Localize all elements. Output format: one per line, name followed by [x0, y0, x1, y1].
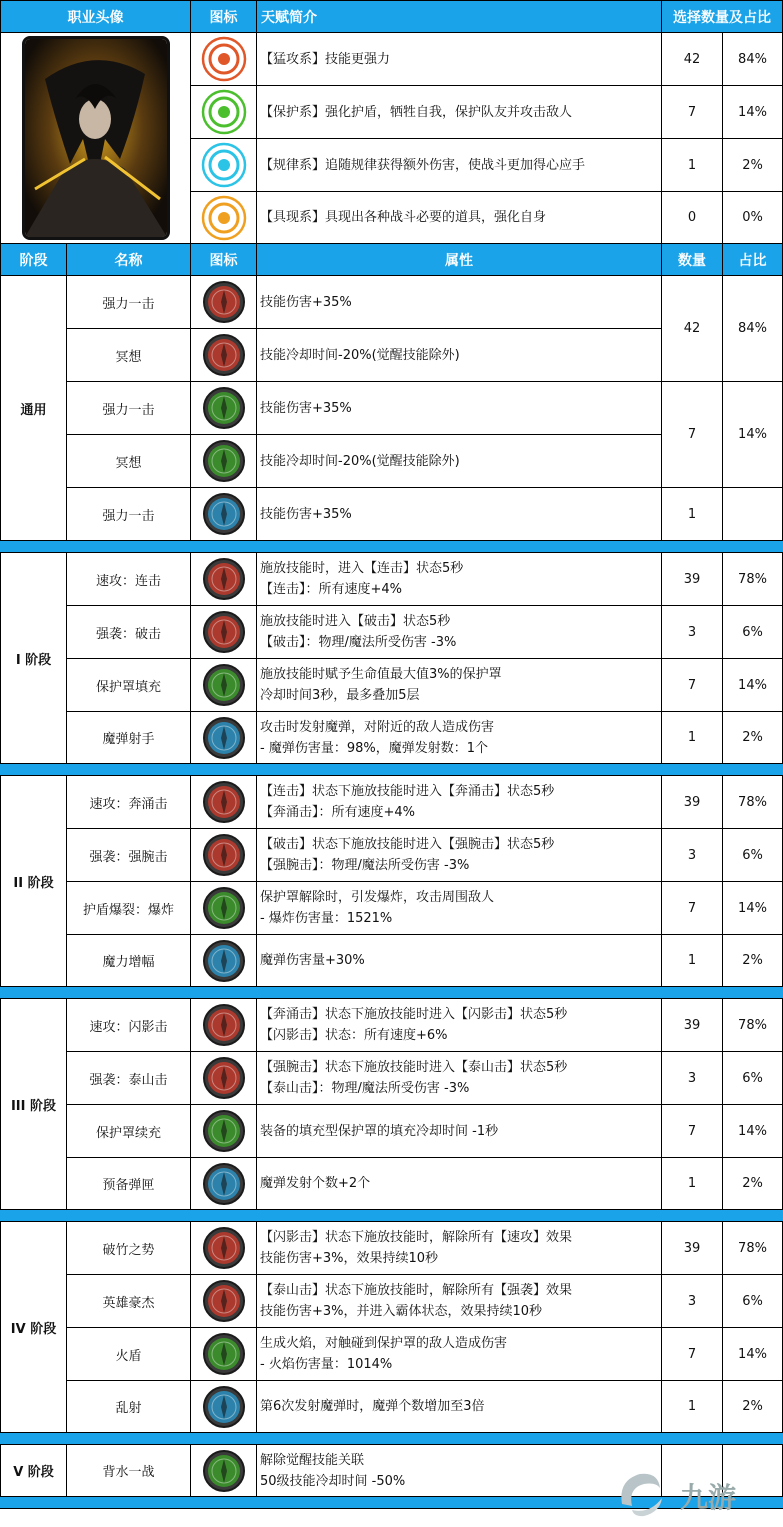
stage-label: 通用	[1, 276, 67, 541]
skill-desc-line: 【破击】状态下施放技能时进入【强腕击】状态5秒	[260, 837, 555, 852]
header-icon: 图标	[191, 1, 257, 33]
skill-percent: 14%	[723, 1328, 783, 1381]
skill-desc	[257, 1381, 662, 1433]
blue-amplify-icon	[202, 939, 246, 983]
separator-bar	[1, 1497, 783, 1509]
skill-icon-cell	[191, 659, 257, 712]
skill-desc	[257, 1445, 662, 1497]
blue-sword-icon	[202, 492, 246, 536]
skill-icon-wrap	[191, 439, 256, 483]
header-stage: 阶段	[1, 244, 67, 276]
green-recharge-icon	[202, 1109, 246, 1153]
header-name: 名称	[67, 244, 191, 276]
skill-icon-wrap	[191, 610, 256, 654]
class-portrait	[22, 36, 170, 240]
skill-desc-line: 【破击】：物理/魔法所受伤害 -3%	[260, 635, 457, 650]
skill-desc-line: 魔弹伤害量+30%	[260, 953, 365, 968]
skill-row	[1, 712, 783, 764]
talent-count: 1	[662, 139, 723, 192]
section-separator	[1, 764, 783, 776]
skill-desc	[257, 882, 662, 935]
section-separator	[1, 1210, 783, 1222]
skill-desc-line: 施放技能时赋予生命值最大值3%的保护罩	[260, 667, 502, 682]
skill-count: 39	[662, 999, 723, 1052]
skill-icon-cell	[191, 712, 257, 764]
skill-percent: 6%	[723, 829, 783, 882]
skill-count: 3	[662, 606, 723, 659]
skill-desc-line: 魔弹发射个数+2个	[260, 1176, 371, 1191]
skill-name: 破竹之势	[67, 1222, 191, 1275]
skill-desc-line: 技能伤害+35%	[260, 294, 352, 310]
skill-name: 强力一击	[67, 276, 191, 329]
skill-desc-line: 保护罩解除时，引发爆炸，攻击周围敌人	[260, 890, 495, 905]
separator-bar	[1, 1210, 783, 1222]
skill-icon-cell	[191, 329, 257, 382]
skill-desc	[257, 712, 662, 764]
skill-row	[1, 553, 783, 606]
skill-percent: 14%	[723, 1105, 783, 1158]
skill-count: 1	[662, 1158, 723, 1210]
skill-desc-line: 【闪影击】状态：所有速度+6%	[260, 1028, 448, 1043]
skill-name: 强力一击	[67, 382, 191, 435]
skill-icon-cell	[191, 999, 257, 1052]
skill-name: 强力一击	[67, 488, 191, 541]
stage-label: II 阶段	[1, 776, 67, 987]
skill-desc	[257, 1222, 662, 1275]
skill-percent: 2%	[723, 935, 783, 987]
skill-icon-cell	[191, 935, 257, 987]
skill-count: 3	[662, 829, 723, 882]
skill-desc-line: - 火焰伤害量：1014%	[260, 1357, 393, 1372]
talent-count: 0	[662, 192, 723, 244]
header-row-skills	[1, 244, 783, 276]
skill-icon-cell	[191, 488, 257, 541]
talent-row	[1, 33, 783, 86]
skill-row	[1, 829, 783, 882]
header-icon: 图标	[191, 244, 257, 276]
watermark-text: 九游	[680, 1481, 737, 1514]
stage-label: IV 阶段	[1, 1222, 67, 1433]
skill-row	[1, 882, 783, 935]
skill-name: 强袭：强腕击	[67, 829, 191, 882]
separator-bar	[1, 987, 783, 999]
skill-name: 预备弹匣	[67, 1158, 191, 1210]
talent-icon-wrap	[191, 193, 256, 243]
skill-desc-line: 冷却时间3秒，最多叠加5层	[260, 688, 420, 703]
green-burst-icon	[202, 886, 246, 930]
skill-desc	[257, 1052, 662, 1105]
skill-desc	[257, 488, 662, 541]
skill-count: 39	[662, 1222, 723, 1275]
skill-name: 乱射	[67, 1381, 191, 1433]
section-separator	[1, 541, 783, 553]
talent-percent: 2%	[723, 139, 783, 192]
skill-name: 护盾爆裂：爆炸	[67, 882, 191, 935]
talent-desc: 【猛攻系】技能更强力	[257, 33, 662, 86]
skill-desc-line: - 魔弹伤害量：98%，魔弹发射数：1个	[260, 740, 488, 756]
class-portrait-art	[25, 39, 167, 237]
group-percent: 84%	[723, 276, 783, 382]
green-orb-icon	[202, 663, 246, 707]
red-break-icon	[202, 610, 246, 654]
talent-icon-cell	[191, 192, 257, 244]
skill-percent: 78%	[723, 553, 783, 606]
skill-icon-cell	[191, 1158, 257, 1210]
skill-percent	[723, 1445, 783, 1497]
skill-desc	[257, 382, 662, 435]
skill-row	[1, 1052, 783, 1105]
skill-name: 冥想	[67, 435, 191, 488]
red-momentum-icon	[202, 1226, 246, 1270]
group-count: 1	[662, 488, 723, 541]
skill-desc-line: 【强腕击】状态下施放技能时进入【泰山击】状态5秒	[260, 1060, 568, 1075]
header-talent-desc: 天赋简介	[257, 1, 662, 33]
blue-shooter-icon	[202, 716, 246, 760]
skill-name: 速攻：奔涌击	[67, 776, 191, 829]
header-count: 数量	[662, 244, 723, 276]
green-meditation-icon	[202, 439, 246, 483]
skill-icon-cell	[191, 1105, 257, 1158]
header-attr: 属性	[257, 244, 662, 276]
skill-icon-wrap	[191, 333, 256, 377]
talent-icon-wrap	[191, 140, 256, 190]
skill-icon-wrap	[191, 1332, 256, 1376]
skill-desc-line: 技能伤害+3%，效果持续10秒	[260, 1251, 439, 1266]
group-count: 42	[662, 276, 723, 382]
stage-label: V 阶段	[1, 1445, 67, 1497]
green-fire-shield-icon	[202, 1332, 246, 1376]
skill-count: 1	[662, 935, 723, 987]
skill-icon-wrap	[191, 663, 256, 707]
skill-name: 保护罩填充	[67, 659, 191, 712]
skill-desc	[257, 435, 662, 488]
crimson-rune-icon	[199, 34, 249, 84]
skill-row	[1, 488, 783, 541]
skill-desc-line: 装备的填充型保护罩的填充冷却时间 -1秒	[260, 1123, 499, 1139]
skill-icon-cell	[191, 606, 257, 659]
talent-desc: 【保护系】强化护盾，牺牲自我，保护队友并攻击敌人	[257, 86, 662, 139]
skill-percent: 2%	[723, 712, 783, 764]
skill-name: 保护罩续充	[67, 1105, 191, 1158]
group-percent	[723, 488, 783, 541]
talent-icon-cell	[191, 33, 257, 86]
skill-desc	[257, 276, 662, 329]
separator-bar	[1, 541, 783, 553]
red-surge-icon	[202, 780, 246, 824]
red-mountain-icon	[202, 1056, 246, 1100]
separator-bar	[1, 764, 783, 776]
skill-percent: 78%	[723, 999, 783, 1052]
skill-row	[1, 1381, 783, 1433]
skill-icon-wrap	[191, 1449, 256, 1493]
skill-name: 魔力增幅	[67, 935, 191, 987]
skill-icon-wrap	[191, 716, 256, 760]
talent-desc: 【具现系】具现出各种战斗必要的道具，强化自身	[257, 192, 662, 244]
skill-icon-cell	[191, 276, 257, 329]
skill-desc-line: 【奔涌击】：所有速度+4%	[260, 805, 416, 820]
skill-count: 1	[662, 1381, 723, 1433]
skill-percent: 14%	[723, 882, 783, 935]
header-row-talent	[1, 1, 783, 33]
skill-icon-cell	[191, 1381, 257, 1433]
skill-count	[662, 1445, 723, 1497]
separator-bar	[1, 1433, 783, 1445]
talent-desc: 【规律系】追随规律获得额外伤害，使战斗更加得心应手	[257, 139, 662, 192]
skill-desc	[257, 553, 662, 606]
skill-percent: 6%	[723, 1052, 783, 1105]
skill-icon-wrap	[191, 557, 256, 601]
skill-name: 冥想	[67, 329, 191, 382]
skill-desc-line: 施放技能时进入【破击】状态5秒	[260, 614, 451, 629]
skill-count: 39	[662, 553, 723, 606]
skill-icon-wrap	[191, 1385, 256, 1429]
skill-name: 强袭：破击	[67, 606, 191, 659]
skill-percent: 14%	[723, 659, 783, 712]
blue-barrage-icon	[202, 1385, 246, 1429]
skill-desc-line: 【奔涌击】状态下施放技能时进入【闪影击】状态5秒	[260, 1007, 568, 1022]
header-pct: 占比	[723, 244, 783, 276]
group-percent: 14%	[723, 382, 783, 488]
skill-count: 7	[662, 1105, 723, 1158]
skill-desc	[257, 659, 662, 712]
skill-row	[1, 1158, 783, 1210]
skill-percent: 78%	[723, 1222, 783, 1275]
skill-icon-wrap	[191, 386, 256, 430]
skill-icon-cell	[191, 435, 257, 488]
skill-desc-line: 技能冷却时间-20%(觉醒技能除外)	[260, 347, 460, 363]
talent-percent: 0%	[723, 192, 783, 244]
skill-row	[1, 276, 783, 329]
skill-row	[1, 999, 783, 1052]
skill-icon-cell	[191, 1445, 257, 1497]
skill-icon-cell	[191, 1275, 257, 1328]
skill-name: 火盾	[67, 1328, 191, 1381]
skill-desc-line: 攻击时发射魔弹，对附近的敌人造成伤害	[260, 719, 495, 735]
skill-percent: 2%	[723, 1158, 783, 1210]
skill-icon-wrap	[191, 1109, 256, 1153]
skill-percent: 6%	[723, 606, 783, 659]
red-meditation-icon	[202, 333, 246, 377]
section-separator	[1, 1497, 783, 1509]
skill-count: 7	[662, 882, 723, 935]
skill-row	[1, 1445, 783, 1497]
skill-icon-cell	[191, 553, 257, 606]
skill-desc	[257, 1105, 662, 1158]
green-sword-icon	[202, 386, 246, 430]
skill-desc-line: 施放技能时，进入【连击】状态5秒	[260, 561, 464, 576]
red-shadow-icon	[202, 1003, 246, 1047]
skill-desc-line: 【连击】：所有速度+4%	[260, 582, 403, 597]
skill-desc	[257, 776, 662, 829]
skill-desc-line: 【闪影击】状态下施放技能时，解除所有【速攻】效果	[260, 1230, 573, 1245]
talent-percent: 84%	[723, 33, 783, 86]
skill-row	[1, 1275, 783, 1328]
talent-percent: 14%	[723, 86, 783, 139]
header-choice-count: 选择数量及占比	[662, 1, 783, 33]
section-separator	[1, 1433, 783, 1445]
skill-row	[1, 382, 783, 435]
section-separator	[1, 987, 783, 999]
skill-count: 1	[662, 712, 723, 764]
skill-desc-line: 技能冷却时间-20%(觉醒技能除外)	[260, 453, 460, 469]
skill-percent: 6%	[723, 1275, 783, 1328]
talent-count: 7	[662, 86, 723, 139]
red-fist-icon	[202, 833, 246, 877]
skill-percent: 78%	[723, 776, 783, 829]
skill-name: 速攻：连击	[67, 553, 191, 606]
skill-desc-line: 解除觉醒技能关联	[260, 1452, 365, 1468]
skill-desc	[257, 829, 662, 882]
skill-icon-cell	[191, 882, 257, 935]
skill-icon-wrap	[191, 1056, 256, 1100]
skill-name: 强袭：泰山击	[67, 1052, 191, 1105]
skill-icon-wrap	[191, 833, 256, 877]
skill-desc	[257, 1328, 662, 1381]
skill-row	[1, 1328, 783, 1381]
skill-desc	[257, 1275, 662, 1328]
portrait-cell	[1, 33, 191, 244]
skill-desc	[257, 999, 662, 1052]
skill-row	[1, 1222, 783, 1275]
skill-desc-line: 【强腕击】：物理/魔法所受伤害 -3%	[260, 858, 470, 873]
skill-icon-cell	[191, 382, 257, 435]
skill-desc-line: 【泰山击】：物理/魔法所受伤害 -3%	[260, 1081, 470, 1096]
skill-count: 3	[662, 1275, 723, 1328]
talent-icon-cell	[191, 139, 257, 192]
group-count: 7	[662, 382, 723, 488]
skill-desc	[257, 935, 662, 987]
skill-desc-line: 50级技能冷却时间 -50%	[260, 1473, 406, 1489]
skill-name: 背水一战	[67, 1445, 191, 1497]
skill-icon-wrap	[191, 1162, 256, 1206]
skill-name: 速攻：闪影击	[67, 999, 191, 1052]
skill-icon-cell	[191, 1052, 257, 1105]
skill-row	[1, 606, 783, 659]
skill-desc-line: - 爆炸伤害量：1521%	[260, 911, 393, 926]
skill-count: 7	[662, 659, 723, 712]
skill-icon-wrap	[191, 280, 256, 324]
skill-row	[1, 776, 783, 829]
skill-desc-line: 技能伤害+3%，并进入霸体状态，效果持续10秒	[260, 1304, 543, 1319]
red-combo-icon	[202, 557, 246, 601]
skill-row	[1, 659, 783, 712]
skill-desc-line: 【连击】状态下施放技能时进入【奔涌击】状态5秒	[260, 784, 555, 799]
skill-icon-wrap	[191, 780, 256, 824]
skill-icon-cell	[191, 1328, 257, 1381]
skill-icon-cell	[191, 829, 257, 882]
skill-count: 7	[662, 1328, 723, 1381]
skill-icon-wrap	[191, 939, 256, 983]
orange-flame-icon	[199, 193, 249, 243]
talent-icon-wrap	[191, 87, 256, 137]
skill-icon-wrap	[191, 1226, 256, 1270]
green-last-stand-icon	[202, 1449, 246, 1493]
skill-icon-wrap	[191, 1003, 256, 1047]
skill-desc-line: 【泰山击】状态下施放技能时，解除所有【强袭】效果	[260, 1283, 573, 1298]
blue-magazine-icon	[202, 1162, 246, 1206]
skill-desc	[257, 1158, 662, 1210]
skill-row	[1, 1105, 783, 1158]
stage-label: III 阶段	[1, 999, 67, 1210]
skill-icon-cell	[191, 776, 257, 829]
skill-desc-line: 技能伤害+35%	[260, 400, 352, 416]
talent-icon-wrap	[191, 34, 256, 84]
header-portrait: 职业头像	[1, 1, 191, 33]
portrait-wrap	[1, 33, 190, 243]
cyan-compass-icon	[199, 140, 249, 190]
skill-name: 英雄豪杰	[67, 1275, 191, 1328]
skill-desc-line: 生成火焰，对触碰到保护罩的敌人造成伤害	[260, 1336, 508, 1351]
skill-icon-wrap	[191, 1279, 256, 1323]
green-wings-icon	[199, 87, 249, 137]
skill-name: 魔弹射手	[67, 712, 191, 764]
talent-count: 42	[662, 33, 723, 86]
skill-desc-line: 技能伤害+35%	[260, 506, 352, 522]
skill-desc	[257, 606, 662, 659]
skill-icon-wrap	[191, 492, 256, 536]
skill-desc	[257, 329, 662, 382]
stage-label: I 阶段	[1, 553, 67, 764]
skill-count: 3	[662, 1052, 723, 1105]
skill-icon-cell	[191, 1222, 257, 1275]
skill-row	[1, 935, 783, 987]
skill-count: 39	[662, 776, 723, 829]
skill-icon-wrap	[191, 886, 256, 930]
red-hero-icon	[202, 1279, 246, 1323]
skill-desc-line: 第6次发射魔弹时，魔弹个数增加至3倍	[260, 1399, 485, 1414]
talent-icon-cell	[191, 86, 257, 139]
red-sword-icon	[202, 280, 246, 324]
skill-percent: 2%	[723, 1381, 783, 1433]
